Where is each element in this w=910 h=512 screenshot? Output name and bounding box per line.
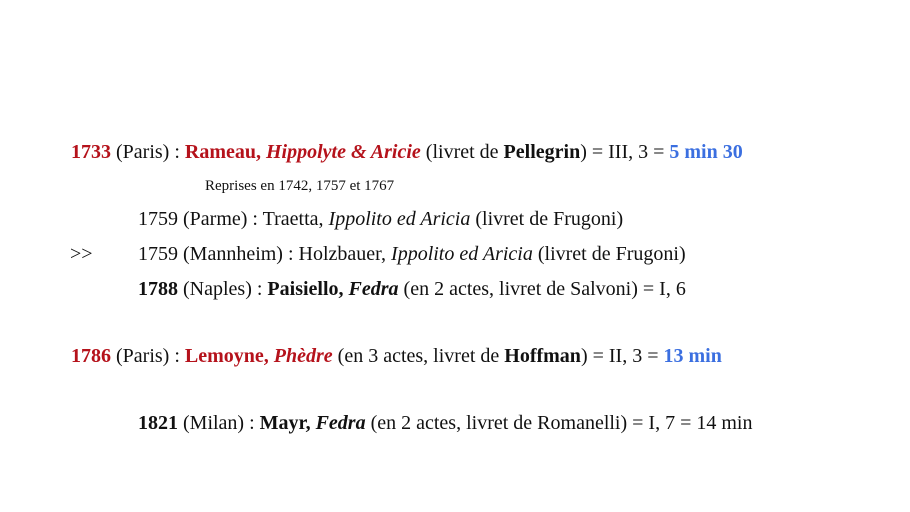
entry-1821-mayr [138, 411, 752, 435]
entry-1786-lemoyne [71, 344, 722, 368]
entry-suffix: (en 2 actes, livret de Romanelli) = I, 7 = 14 min [365, 412, 753, 434]
librettist: Hoffman [504, 345, 581, 367]
entry-1788-paisiello [138, 277, 686, 301]
duration: 5 min 30 [669, 141, 743, 163]
work-title: Fedra [348, 278, 399, 300]
librettist: Pellegrin [503, 141, 581, 163]
entry-suffix: (livret de Frugoni) [532, 243, 686, 265]
year: 1788 [138, 278, 178, 300]
entry-prefix: 1759 (Parme) : Traetta, [138, 208, 329, 230]
composer: Lemoyne, [184, 345, 274, 367]
city: (Paris) : [111, 345, 185, 367]
work-title: Ippolito ed Aricia [328, 208, 471, 230]
work-title: Phèdre [273, 345, 333, 367]
entry-prefix: 1759 (Mannheim) : Holzbauer, [138, 243, 392, 265]
composer: Rameau, [184, 141, 266, 163]
work-title: Fedra [315, 412, 366, 434]
city: (Naples) : [178, 278, 268, 300]
work-title: Hippolyte & Aricie [266, 141, 421, 163]
entry-suffix: (livret de Frugoni) [470, 208, 624, 230]
libretto-prefix: (livret de [420, 141, 504, 163]
composer: Paisiello, [267, 278, 349, 300]
entry-1759-holzbauer [138, 242, 686, 266]
year: 1821 [138, 412, 178, 434]
work-title: Ippolito ed Aricia [391, 243, 533, 265]
city: (Milan) : [178, 412, 260, 434]
libretto-suffix: ) = II, 3 = [580, 345, 664, 367]
libretto-suffix: ) = III, 3 = [580, 141, 670, 163]
entry-1759-traetta [138, 207, 623, 231]
reprises-note: Reprises en 1742, 1757 et 1767 [205, 178, 395, 194]
libretto-prefix: (en 3 actes, livret de [332, 345, 505, 367]
year: 1786 [71, 345, 111, 367]
duration: 13 min [663, 345, 722, 367]
year: 1733 [71, 141, 111, 163]
composer: Mayr, [259, 412, 316, 434]
city: (Paris) : [111, 141, 185, 163]
entry-1733-rameau [71, 140, 743, 164]
entry-suffix: (en 2 actes, livret de Salvoni) = I, 6 [398, 278, 686, 300]
highlight-marker: >> [70, 243, 93, 265]
